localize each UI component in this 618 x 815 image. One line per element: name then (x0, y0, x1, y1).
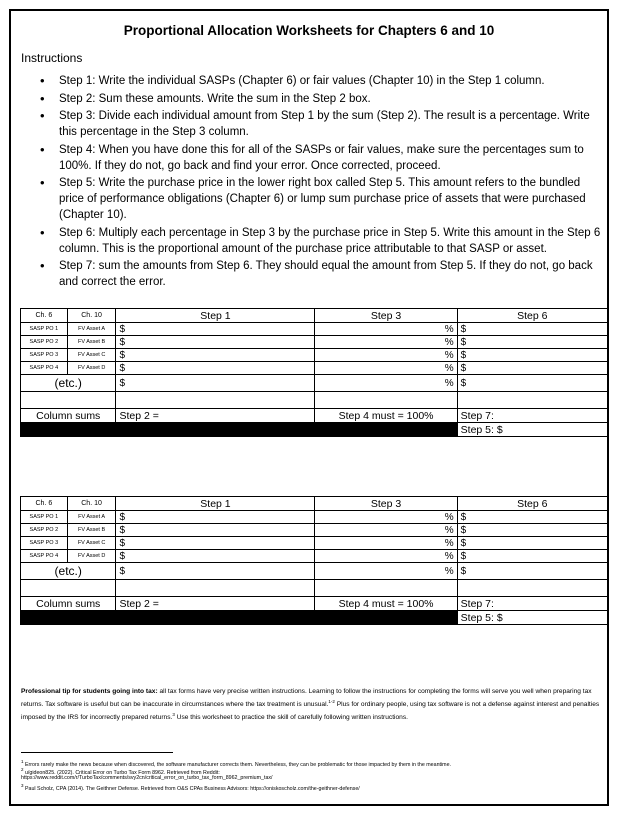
allocation-worksheet-1 (20, 308, 608, 437)
header-step3: Step 3 (315, 309, 457, 323)
table-row-etc (21, 375, 608, 392)
step-2-instruction: • Step 2: Sum these amounts. Write the sum in the Step 2 box. (59, 91, 601, 107)
step-1-instruction: • Step 1: Write the individual SASPs (Chapter 6) or fair values (Chapter 10) in the Step 1 column. (59, 73, 601, 89)
row-ch10-label: FV Asset B (67, 336, 116, 349)
step-4-instruction: • Step 4: When you have done this for all of the SASPs or fair values, make sure the percentages sum to 100%. If they do not, go back and find your error. Once corrected, proceed. (59, 142, 601, 174)
row-ch10-label: FV Asset C (67, 349, 116, 362)
step-5-instruction: • Step 5: Write the purchase price in the lower right box called Step 5. This amount refers to the bundled price of performance obligations (Chapter 6) or lump sum purchase price of assets that were purchased (Chapter 10). (59, 175, 601, 223)
header-step1: Step 1 (116, 497, 315, 511)
blacked-out-bar (21, 423, 458, 437)
table-row (21, 362, 608, 375)
table-row (21, 537, 608, 550)
footnote-ref: 1-2 (328, 699, 335, 704)
table-row-blank (21, 580, 608, 597)
table-row (21, 550, 608, 563)
step1-input-cell[interactable]: $ (116, 524, 315, 537)
step-3-instruction: • Step 3: Divide each individual amount from Step 1 by the sum (Step 2). The result is a percentage. Write this percentage in the Step 3 column. (59, 108, 601, 140)
table-row (21, 524, 608, 537)
step3-input-cell[interactable]: % (315, 524, 457, 537)
tip-text-a: all tax forms have very precise written instructions. Learning to follow the instructions for completing the forms will serve you well when preparing tax returns. Tax software is useful but can be inaccurate in circumstances where the tax treatment is unusual. (21, 688, 592, 709)
row-ch10-label: FV Asset B (67, 524, 116, 537)
step5-purchase-price-cell[interactable]: Step 5: $ (457, 611, 607, 625)
step2-sum-cell[interactable]: Step 2 = (116, 597, 315, 611)
row-ch10-label: FV Asset C (67, 537, 116, 550)
step6-input-cell[interactable]: $ (457, 524, 607, 537)
tip-heading: Professional tip for students going into tax: (21, 688, 158, 695)
step6-input-cell[interactable]: $ (457, 537, 607, 550)
header-step1: Step 1 (116, 309, 315, 323)
step-7-instruction: • Step 7: sum the amounts from Step 6. They should equal the amount from Step 5. If they do not, go back and correct the error. (59, 258, 601, 290)
step1-input-cell[interactable]: $ (116, 511, 315, 524)
blacked-out-bar (21, 611, 458, 625)
professional-tip (21, 687, 601, 723)
table-row (21, 336, 608, 349)
step1-input-cell[interactable]: $ (116, 336, 315, 349)
step3-input-cell[interactable]: % (315, 550, 457, 563)
row-ch10-label: FV Asset A (67, 511, 116, 524)
table-row (21, 511, 608, 524)
header-ch6: Ch. 6 (21, 309, 68, 323)
step1-input-cell[interactable]: $ (116, 362, 315, 375)
step3-input-cell[interactable]: % (315, 563, 457, 580)
row-ch6-label: SASP PO 1 (21, 323, 68, 336)
table-row-etc (21, 563, 608, 580)
footnote-2-url[interactable]: https://www.reddit.com/r/TurboTax/comments/svy2cn/critical_error_on_turbo_tax_form_8962_premium_tax/ (21, 775, 273, 781)
step1-input-cell[interactable]: $ (116, 323, 315, 336)
step5-purchase-price-cell[interactable]: Step 5: $ (457, 423, 607, 437)
instruction-steps-list (21, 73, 601, 292)
step5-row (21, 611, 608, 625)
row-ch10-label: FV Asset D (67, 550, 116, 563)
step3-input-cell[interactable]: % (315, 336, 457, 349)
step6-input-cell[interactable]: $ (457, 362, 607, 375)
column-sums-row (21, 409, 608, 423)
step6-input-cell[interactable]: $ (457, 511, 607, 524)
step1-input-cell[interactable]: $ (116, 537, 315, 550)
etc-label: (etc.) (21, 375, 116, 392)
column-sums-row (21, 597, 608, 611)
row-ch6-label: SASP PO 3 (21, 349, 68, 362)
column-sums-label: Column sums (21, 409, 116, 423)
step3-input-cell[interactable]: % (315, 537, 457, 550)
step7-sum-cell[interactable]: Step 7: (457, 409, 607, 423)
allocation-worksheet-2 (20, 496, 608, 625)
footnote-ref: 3 (172, 712, 175, 718)
row-ch6-label: SASP PO 2 (21, 336, 68, 349)
table-row (21, 349, 608, 362)
header-ch10: Ch. 10 (67, 309, 116, 323)
step4-check-cell[interactable]: Step 4 must = 100% (315, 597, 457, 611)
step6-input-cell[interactable]: $ (457, 349, 607, 362)
step5-row (21, 423, 608, 437)
step1-input-cell[interactable]: $ (116, 375, 315, 392)
step4-check-cell[interactable]: Step 4 must = 100% (315, 409, 457, 423)
step3-input-cell[interactable]: % (315, 349, 457, 362)
row-ch6-label: SASP PO 4 (21, 550, 68, 563)
step6-input-cell[interactable]: $ (457, 375, 607, 392)
step6-input-cell[interactable]: $ (457, 550, 607, 563)
step6-input-cell[interactable]: $ (457, 563, 607, 580)
header-step6: Step 6 (457, 309, 607, 323)
step1-input-cell[interactable]: $ (116, 563, 315, 580)
row-ch6-label: SASP PO 4 (21, 362, 68, 375)
table-row (21, 323, 608, 336)
footnote-separator (21, 752, 173, 753)
step3-input-cell[interactable]: % (315, 375, 457, 392)
row-ch6-label: SASP PO 1 (21, 511, 68, 524)
step3-input-cell[interactable]: % (315, 362, 457, 375)
header-ch6: Ch. 6 (21, 497, 68, 511)
step1-input-cell[interactable]: $ (116, 349, 315, 362)
step3-input-cell[interactable]: % (315, 511, 457, 524)
instructions-heading: Instructions (21, 51, 83, 65)
page-title: Proportional Allocation Worksheets for Chapters 6 and 10 (123, 23, 495, 38)
table-row-blank (21, 392, 608, 409)
step6-input-cell[interactable]: $ (457, 323, 607, 336)
footnote-3: $^3$ Paul Scholz, CPA (2014). The Geithner Defense. Retrieved from O&S CPAs Business Advisors: https://oniskoscholz.com/the-geithner-defense/ (21, 783, 360, 792)
step1-input-cell[interactable]: $ (116, 550, 315, 563)
footnote-2: $^2$ u/gideon825. (2022). Critical Error on Turbo Tax Form 8962. Retrieved from Reddit: (21, 767, 220, 776)
step7-sum-cell[interactable]: Step 7: (457, 597, 607, 611)
row-ch10-label: FV Asset A (67, 323, 116, 336)
step3-input-cell[interactable]: % (315, 323, 457, 336)
step-6-instruction: • Step 6: Multiply each percentage in Step 3 by the purchase price in Step 5. Write this amount in the Step 6 column. This is the proportional amount of the purchase price attributable to that SASP or asset. (59, 225, 601, 257)
header-step3: Step 3 (315, 497, 457, 511)
row-ch6-label: SASP PO 2 (21, 524, 68, 537)
column-sums-label: Column sums (21, 597, 116, 611)
tip-text-b: Plus for ordinary people, using tax software is not a defense against interest and penalties imposed by the IRS for incorrectly prepared returns. (21, 701, 600, 722)
header-ch10: Ch. 10 (67, 497, 116, 511)
step6-input-cell[interactable]: $ (457, 336, 607, 349)
row-ch10-label: FV Asset D (67, 362, 116, 375)
footnote-1: $^1$ Errors rarely make the news because when discovered, the software manufacturer corrects them. Nevertheless, they can be problematic for those impacted by them in the meantime. (21, 759, 451, 768)
step2-sum-cell[interactable]: Step 2 = (116, 409, 315, 423)
tip-text-c: Use this worksheet to practice the skill of carefully following written instructions. (174, 714, 408, 722)
worksheet-page (9, 9, 609, 806)
row-ch6-label: SASP PO 3 (21, 537, 68, 550)
header-step6: Step 6 (457, 497, 607, 511)
etc-label: (etc.) (21, 563, 116, 580)
